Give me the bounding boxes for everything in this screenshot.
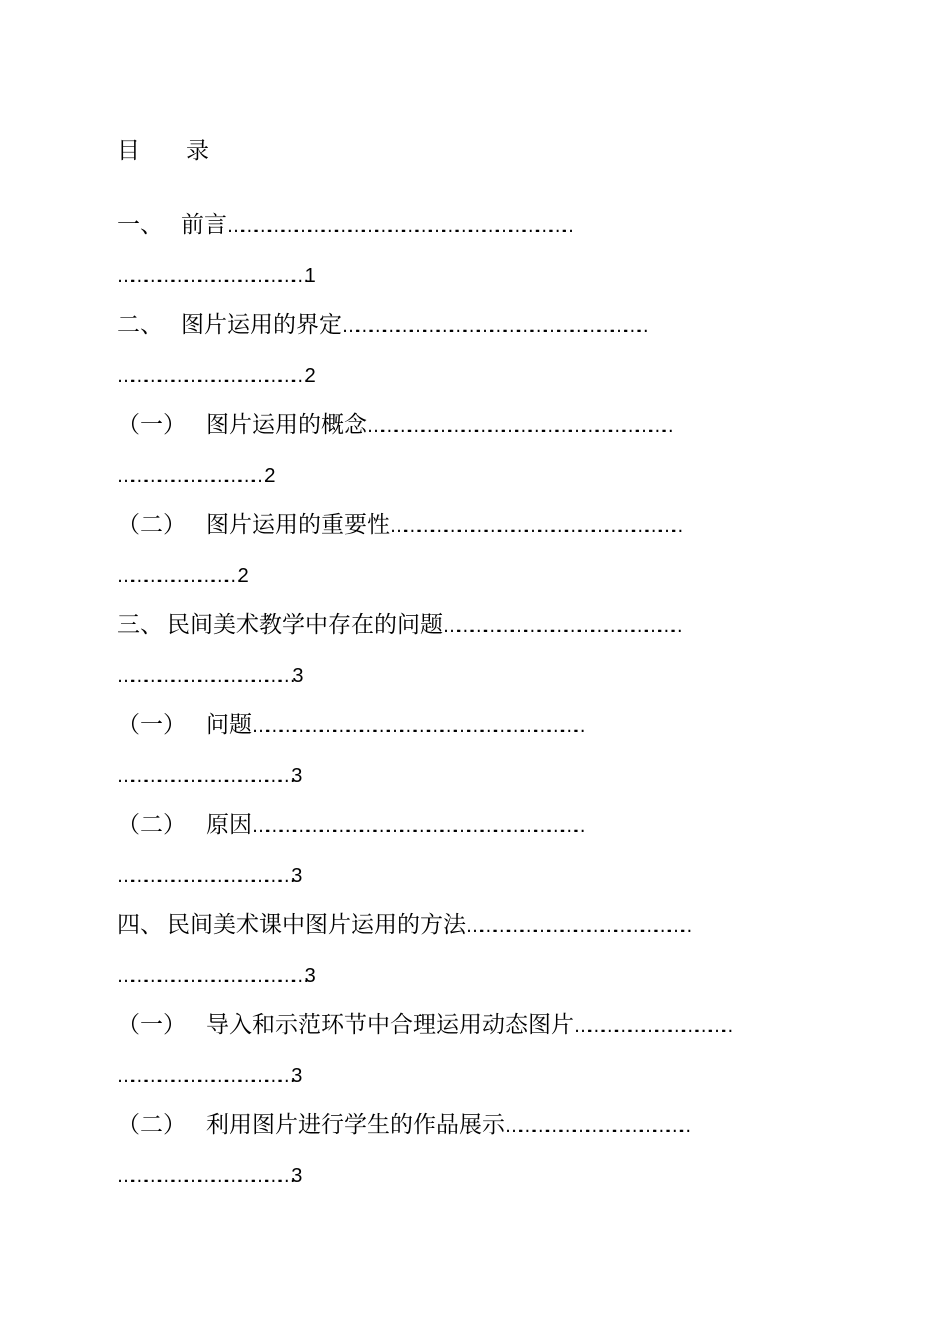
toc-leader-dots: ……………………………… xyxy=(574,1016,735,1037)
toc-entry xyxy=(117,1008,837,1108)
toc-entry-number: （一） xyxy=(117,1012,186,1038)
toc-entry-line xyxy=(117,408,675,444)
toc-leader-dots: …………………………………………………………… xyxy=(342,316,651,337)
toc-entry-continuation xyxy=(117,958,316,994)
toc-entry-label: 图片运用的界定 xyxy=(181,312,342,338)
toc-page-number: 3 xyxy=(291,865,303,887)
toc-entry-number: 三、 xyxy=(117,612,163,638)
toc-entry-continuation xyxy=(117,358,316,394)
toc-entry-number: 一、 xyxy=(117,212,163,238)
toc-entry xyxy=(117,508,837,608)
toc-entry-label: 原因 xyxy=(206,812,252,838)
toc-entry xyxy=(117,808,837,908)
toc-leader-dots: ……………………… xyxy=(117,566,238,587)
toc-entry-number: （二） xyxy=(117,512,186,538)
toc-entry-label: 前言 xyxy=(181,212,227,238)
toc-entry-label: 图片运用的重要性 xyxy=(206,512,390,538)
toc-entry xyxy=(117,408,837,508)
toc-page-number: 3 xyxy=(292,665,304,687)
toc-entry-line xyxy=(117,508,685,544)
toc-entry-number: （一） xyxy=(117,712,186,738)
toc-entry-number: 四、 xyxy=(117,912,163,938)
toc-leader-dots: …………………………………… xyxy=(117,966,305,987)
toc-entry-line xyxy=(117,908,694,944)
toc-entry-label: 民间美术教学中存在的问题 xyxy=(167,612,443,638)
toc-page-number: 2 xyxy=(304,365,316,387)
toc-entry xyxy=(117,708,837,808)
toc-entry-line xyxy=(117,308,650,344)
toc-page-number: 2 xyxy=(237,565,249,587)
toc-entry-label: 图片运用的概念 xyxy=(206,412,367,438)
toc-page-number: 3 xyxy=(291,765,303,787)
toc-entry-number: （二） xyxy=(117,1112,186,1138)
toc-leader-dots: …………………………………………………………… xyxy=(367,416,676,437)
toc-leader-dots: ………………………………… xyxy=(117,666,293,687)
toc-entry-label: 导入和示范环节中合理运用动态图片 xyxy=(206,1012,574,1038)
toc-entry-number: 二、 xyxy=(117,312,163,338)
toc-leader-dots: …………………………………………………………………… xyxy=(227,216,576,237)
toc-entry-number: （一） xyxy=(117,412,186,438)
toc-page-number: 3 xyxy=(291,1165,303,1187)
toc-entry xyxy=(117,908,837,1008)
toc-entry-continuation xyxy=(117,758,302,794)
toc-entry xyxy=(117,208,837,308)
toc-title-text: 目 录 xyxy=(117,138,209,164)
toc-entry-continuation xyxy=(117,1158,302,1194)
toc-entry-label: 利用图片进行学生的作品展示 xyxy=(206,1112,505,1138)
toc-entry-label: 问题 xyxy=(206,712,252,738)
toc-entry xyxy=(117,308,837,408)
toc-leader-dots: …………………………………… xyxy=(117,366,305,387)
toc-leader-dots: ………………………………………………………… xyxy=(390,516,685,537)
toc-entry-line xyxy=(117,708,587,744)
toc-entry xyxy=(117,1108,837,1208)
toc-leader-dots: …………………………………… xyxy=(505,1116,693,1137)
toc-leader-dots: ……………………………………………… xyxy=(443,616,685,637)
toc-entry-continuation xyxy=(117,1058,302,1094)
toc-entry xyxy=(117,608,837,708)
toc-entry-number: （二） xyxy=(117,812,186,838)
toc-leader-dots: ………………………………………………………………… xyxy=(252,716,588,737)
toc-page-number: 2 xyxy=(264,465,276,487)
toc-entry-line xyxy=(117,1108,693,1144)
toc-page-number: 3 xyxy=(304,965,316,987)
toc-entry-continuation xyxy=(117,858,302,894)
toc-entry-continuation xyxy=(117,458,276,494)
toc-leader-dots: …………………………………………… xyxy=(466,916,694,937)
toc-entry-label: 民间美术课中图片运用的方法 xyxy=(167,912,466,938)
toc-page-number: 1 xyxy=(304,265,316,287)
toc-entry-line xyxy=(117,1008,735,1044)
toc-entry-line xyxy=(117,808,587,844)
toc-leader-dots: ………………………………… xyxy=(117,1066,292,1087)
toc-entry-line xyxy=(117,208,575,244)
toc-entry-continuation xyxy=(117,658,303,694)
toc-leader-dots: ………………………………… xyxy=(117,766,292,787)
toc-leader-dots: …………………………… xyxy=(117,466,265,487)
toc-leader-dots: ………………………………………………………………… xyxy=(252,816,588,837)
toc-entry-continuation xyxy=(117,258,316,294)
toc-leader-dots: ………………………………… xyxy=(117,1166,292,1187)
toc-title xyxy=(117,136,209,166)
toc-entry-continuation xyxy=(117,558,249,594)
table-of-contents xyxy=(117,208,837,1208)
toc-leader-dots: …………………………………… xyxy=(117,266,305,287)
toc-page-number: 3 xyxy=(291,1065,303,1087)
toc-entry-line xyxy=(117,608,684,644)
toc-leader-dots: ………………………………… xyxy=(117,866,292,887)
